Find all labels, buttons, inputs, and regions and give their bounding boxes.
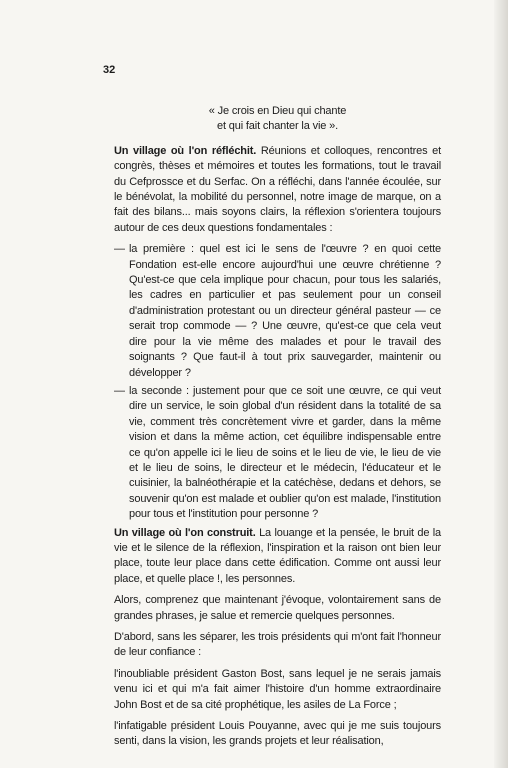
paragraph-alors: Alors, comprenez que maintenant j'évoque, volontairement sans de grandes phrases, je salue et remercie quelques personnes. xyxy=(114,594,441,622)
page-number: 32 xyxy=(103,64,116,76)
paragraph-text: La louange et la pensée, le bruit de la vie et le silence de la réflexion, l'inspiration et la raison ont bien leur place, toute leur place dans cette édification. Comme ont aussi leur place, et quelle place !, les personnes. xyxy=(114,526,442,585)
quote-line: « Je crois en Dieu qui chante xyxy=(208,105,347,117)
paragraph-reflechit xyxy=(114,144,441,236)
paragraph-presidents: D'abord, sans les séparer, les trois présidents qui m'ont fait l'honneur de leur confiance : xyxy=(114,631,441,659)
paragraph-lead: Un village où l'on réfléchit. xyxy=(114,144,257,157)
paragraph-lead: Un village où l'on construit. xyxy=(114,526,256,539)
paragraph-construit xyxy=(114,526,441,588)
epigraph-quote xyxy=(114,104,441,135)
dash-mark: — xyxy=(114,384,125,397)
page-edge-shadow xyxy=(494,0,508,768)
paragraph-text: la seconde : justement pour que ce soit une œuvre, ce qui veut dire un service, le soin global d'un résident dans la totalité de sa vie, comment très concrètement vivre et garder, dans la même vision et dans la même action, cet équilibre indispensable entre ce qu'on appelle ici le lieu de soins et le lieu de vie, le lieu de vie et le lieu de soins, le directeur et le médecin, l'éducateur et le cuisinier, la balnéothérapie et la catéchèse, dedans et dehors, se souvenir qu'on est malade et oublier qu'on est malade, l'institution pour tous et l'institution pour personne ? xyxy=(129,384,441,521)
quote-line: et qui fait chanter la vie ». xyxy=(216,120,338,133)
paragraph-gaston-bost: l'inoubliable président Gaston Bost, sans lequel je ne serais jamais venu ici et qui m'a fait aimer l'histoire d'un homme extraordinaire John Bost et de sa cité prophétique, les asiles de La Force ; xyxy=(114,667,441,711)
dash-item-seconde xyxy=(114,384,441,523)
paragraph-text: la première : quel est ici le sens de l'œuvre ? en quoi cette Fondation est-elle encore aujourd'hui une œuvre chrétienne ? Qu'est-ce que cela implique pour chacun, pour tous les salariés, les cadres en particulier et pas seulement pour un conseil d'administration protestant ou un directeur général pasteur — ce serait trop commode — ? Une œuvre, qu'est-ce que cela veut dire pour la vie même des malades et pour le travail des soignants ? Que faut-il à tout prix sauvegarder, maintenir ou développer ? xyxy=(129,243,441,379)
body-text xyxy=(114,104,441,756)
dash-item-premiere xyxy=(114,242,441,381)
paragraph-louis-pouyanne: l'infatigable président Louis Pouyanne, avec qui je me suis toujours senti, dans la vision, les grands projets et leur réalisation, xyxy=(114,720,441,748)
dash-mark: — xyxy=(114,243,125,256)
paragraph-text: Réunions et colloques, rencontres et congrès, thèses et mémoires et toutes les formations, tout le travail du Cefprossce et du Serfac. On a réfléchi, dans l'année écoulée, sur le bénévolat, la mobilité du personnel, notre image de marque, on a fait des bilans... mais soyons clairs, la réflexion s'orientera toujours autour de ces deux questions fondamentales : xyxy=(114,144,441,234)
